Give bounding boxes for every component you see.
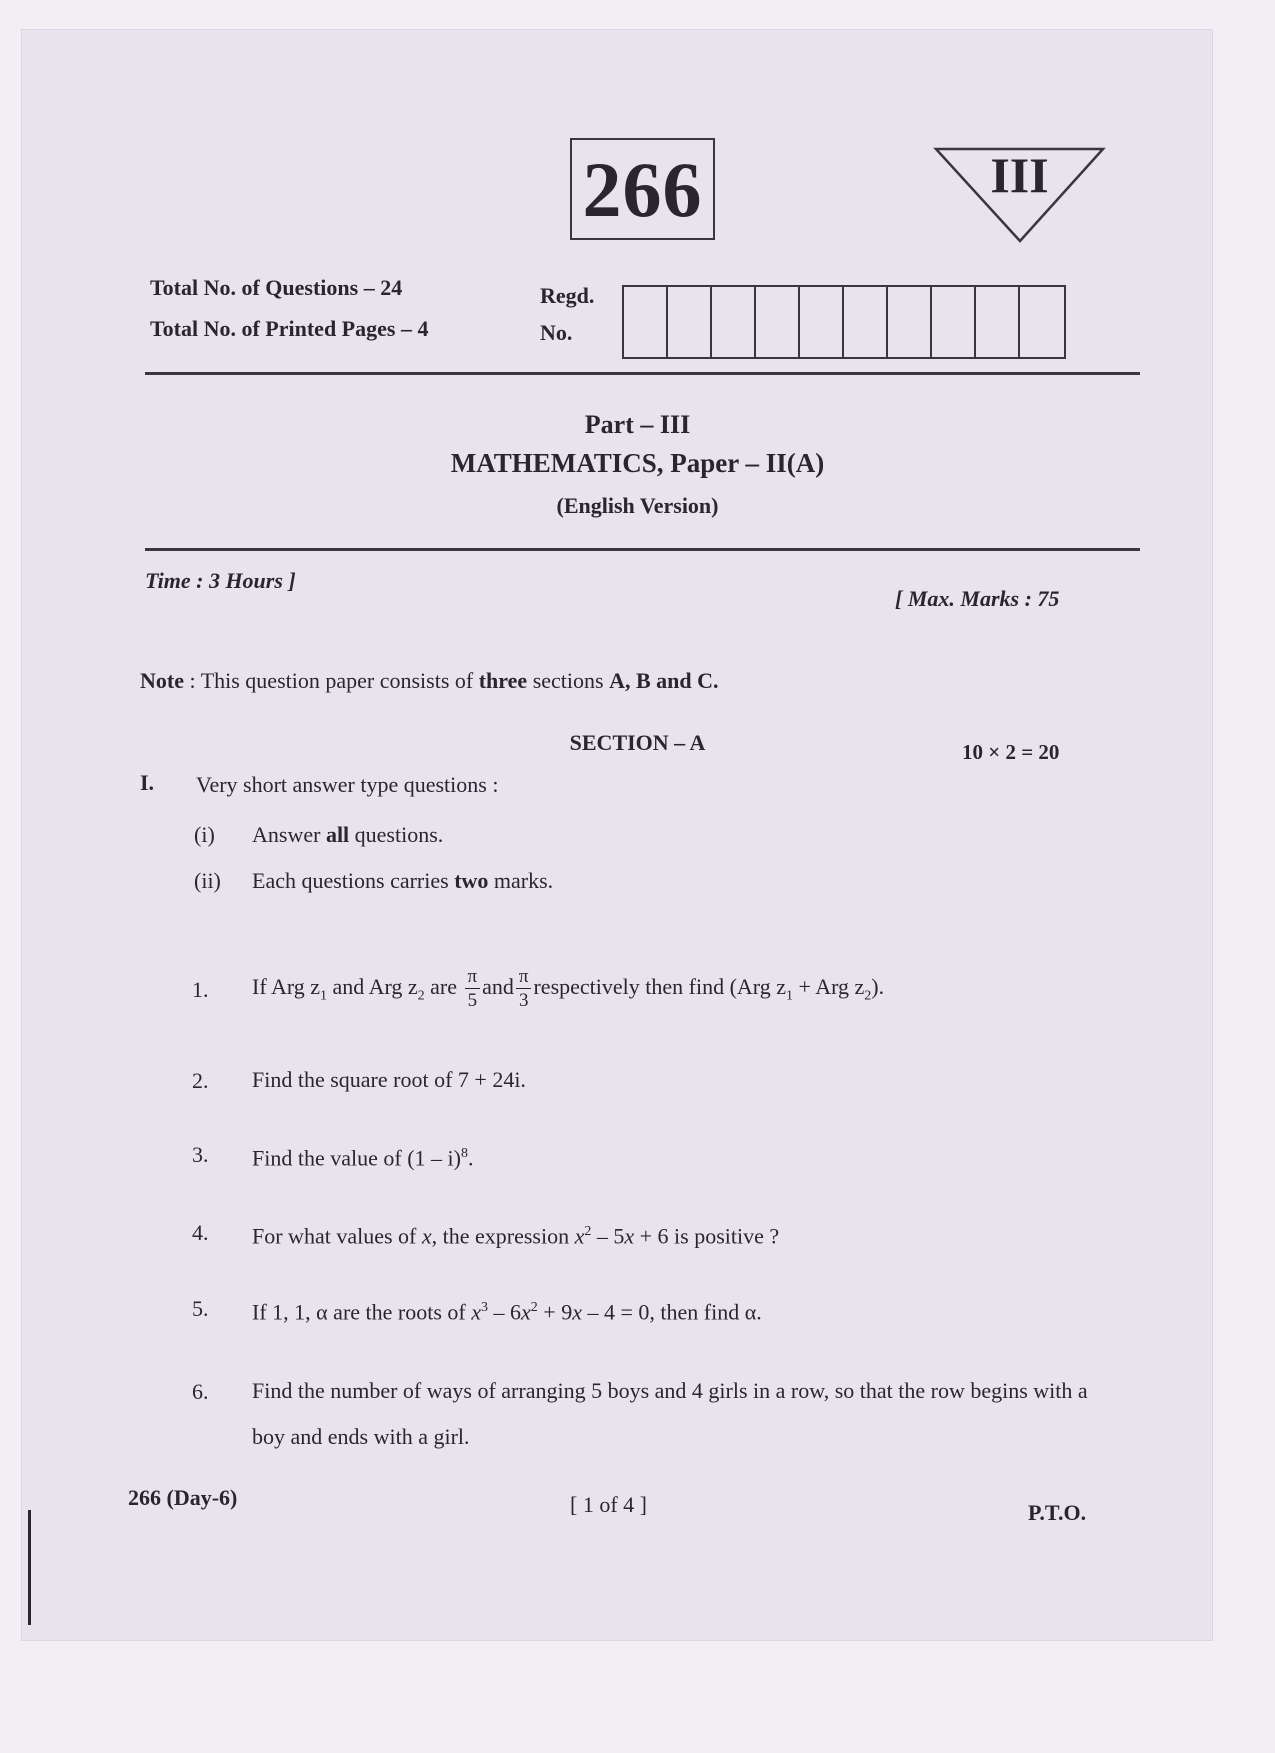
question-text: If Arg $z_1$ and Arg $z_2$ are $\frac{\pi}{5}$ and $\frac{\pi}{3}$ respectively then find (Arg $z_1$ + Arg $z_2$). xyxy=(252,966,885,1012)
regd-box[interactable] xyxy=(888,287,932,357)
question-text: Find the value of (1 – i)$^8$. xyxy=(252,1145,474,1171)
regd-no-label: No. xyxy=(540,320,573,345)
question-group-number: I. xyxy=(140,770,155,795)
regd-box[interactable] xyxy=(800,287,844,357)
regd-box[interactable] xyxy=(976,287,1020,357)
max-marks: [ Max. Marks : 75 xyxy=(895,586,1060,611)
question-text: If 1, 1, α are the roots of $x^3 - 6x^2 + 9x - 4 = 0$, then find α. xyxy=(252,1299,762,1325)
version-title: (English Version) xyxy=(556,493,719,518)
pto-label: P.T.O. xyxy=(1028,1500,1087,1525)
question-text: For what values of x, the expression $x^2 - 5x + 6$ is positive ? xyxy=(252,1223,780,1249)
margin-line xyxy=(28,1510,31,1625)
regd-box[interactable] xyxy=(712,287,756,357)
footer-paper-code: 266 (Day-6) xyxy=(128,1485,238,1510)
instruction-number: (ii) xyxy=(194,868,221,893)
fraction: $\frac{\pi}{5}$ xyxy=(465,967,481,1010)
regd-box[interactable] xyxy=(1020,287,1064,357)
question-number: 6. xyxy=(192,1379,209,1404)
regd-box[interactable] xyxy=(668,287,712,357)
regd-box[interactable] xyxy=(756,287,800,357)
note-line: Note : This question paper consists of three sections A, B and C. xyxy=(140,668,719,693)
title-rule xyxy=(145,548,1140,551)
instruction-number: (i) xyxy=(194,822,215,847)
fraction: $\frac{\pi}{3}$ xyxy=(516,967,532,1010)
paper-code: 266 xyxy=(570,138,715,240)
regd-box[interactable] xyxy=(932,287,976,357)
question-text: Find the square root of 7 + 24i. xyxy=(252,1067,526,1092)
question-number: 4. xyxy=(192,1220,209,1245)
question-text: Find the number of ways of arranging 5 boys and 4 girls in a row, so that the row begins with a boy and ends with a girl. xyxy=(252,1378,1088,1449)
subject-title: MATHEMATICS, Paper – II(A) xyxy=(450,448,825,478)
question-number: 2. xyxy=(192,1068,209,1093)
total-pages: Total No. of Printed Pages – 4 xyxy=(150,316,429,341)
question-number: 1. xyxy=(192,977,209,1002)
instruction-text: Answer all questions. xyxy=(252,822,444,847)
question-number: 5. xyxy=(192,1296,209,1321)
question-group-intro: Very short answer type questions : xyxy=(196,772,499,797)
regd-label: Regd. xyxy=(540,283,595,308)
regd-number-boxes[interactable] xyxy=(622,285,1066,359)
exam-time: Time : 3 Hours ] xyxy=(145,568,296,593)
total-questions: Total No. of Questions – 24 xyxy=(150,275,403,300)
regd-box[interactable] xyxy=(624,287,668,357)
regd-box[interactable] xyxy=(844,287,888,357)
part-badge-label: III xyxy=(990,147,1049,203)
note-label: Note xyxy=(140,668,184,693)
part-badge-triangle xyxy=(932,145,1107,245)
section-a-title: SECTION – A xyxy=(569,730,706,755)
question-number: 3. xyxy=(192,1142,209,1167)
instruction-text: Each questions carries two marks. xyxy=(252,868,554,893)
page-number: [ 1 of 4 ] xyxy=(570,1492,647,1517)
part-title: Part – III xyxy=(584,410,691,439)
section-a-marks: 10 × 2 = 20 xyxy=(962,740,1060,764)
header-rule xyxy=(145,372,1140,375)
